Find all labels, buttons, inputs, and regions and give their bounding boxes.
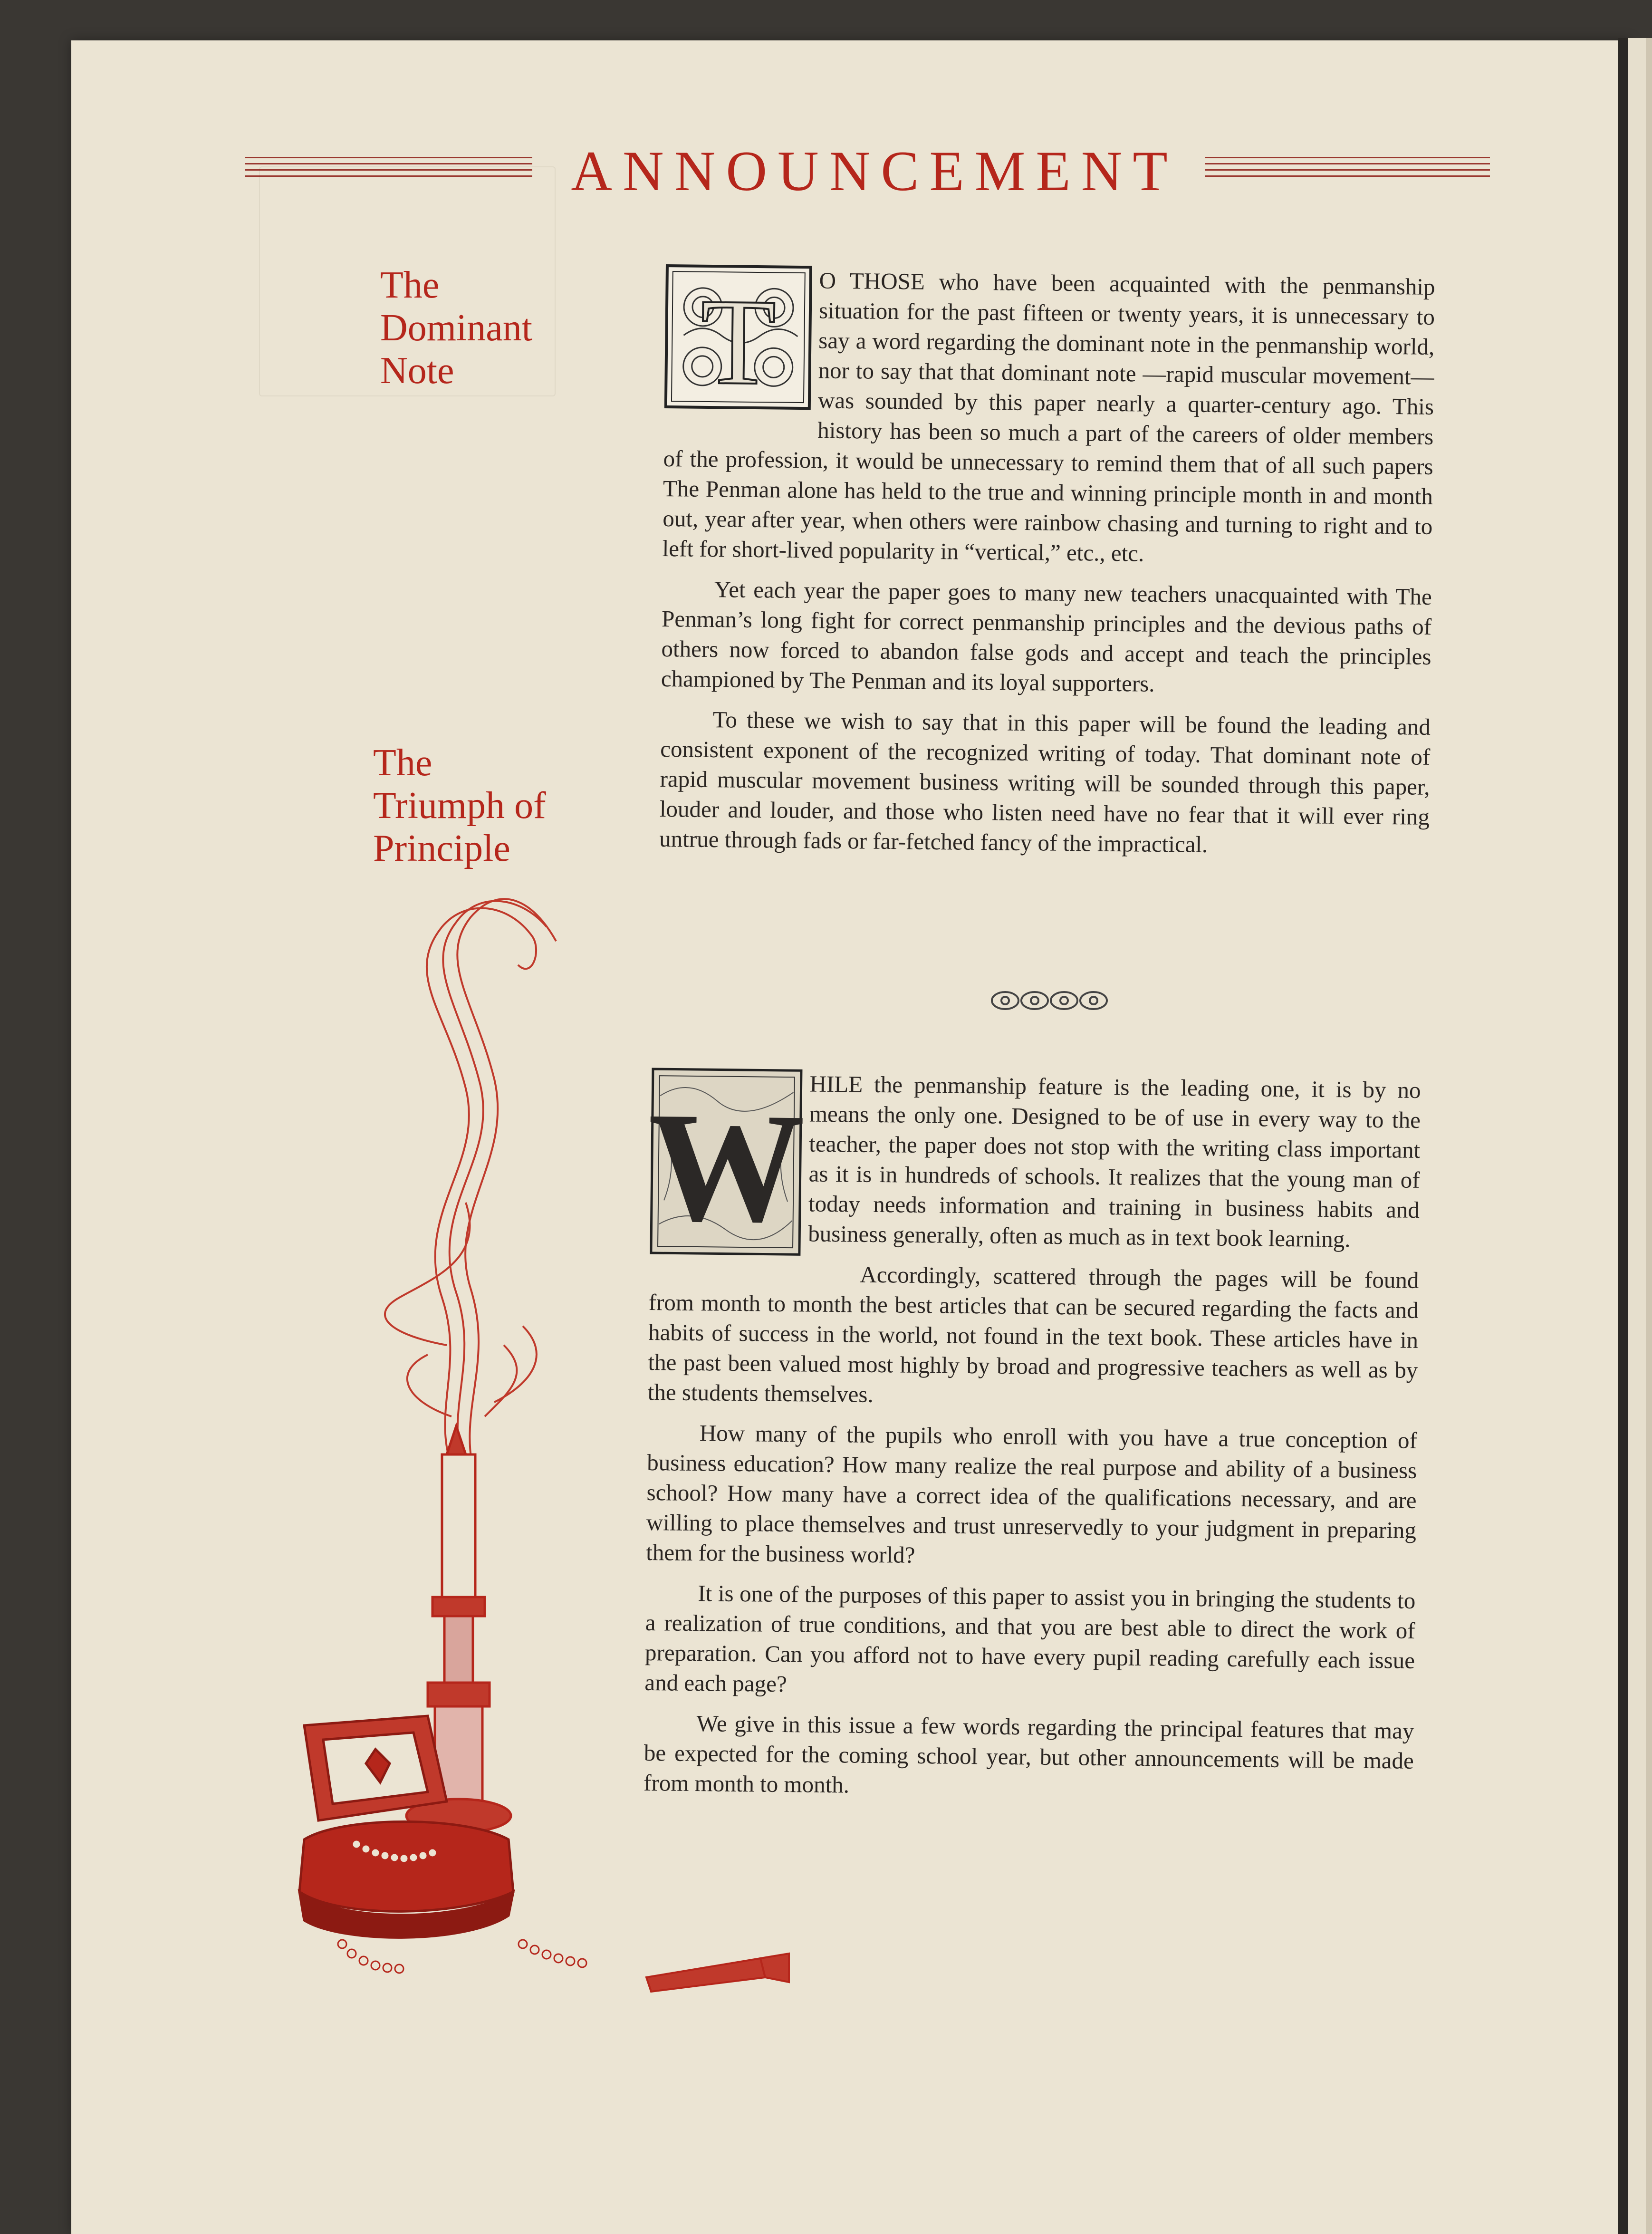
- side-heading-triumph-of-principle: [373, 741, 546, 870]
- side-heading-line: Principle: [373, 828, 510, 869]
- side-heading-line: Triumph of: [373, 785, 546, 827]
- dropcap-t: [664, 264, 813, 417]
- paragraph: How many of the pupils who enroll with you have a true conception of business education? How many realize the real purpose and ability of a business school? How many have a correct idea of the qualifications necessary, and are willing to place themselves and trust unreservedly to your judgment in preparing them for the business world?: [646, 1420, 1418, 1568]
- side-heading-line: The: [373, 742, 432, 784]
- side-heading-line: The: [380, 264, 440, 306]
- title-rule-right: [1205, 157, 1490, 195]
- section-dominant-note: [659, 264, 1435, 872]
- paragraph-text: HILE the penmanship feature is the leading one, it is by no means the only one. Designed to be of use in every way to the teacher, the paper does not stop with the writing class important as it is in hundreds of schools. It realizes that the young man of today needs information and training in business habits and business generally, often as much as in text book learning.: [808, 1070, 1421, 1252]
- paragraph-text: O THOSE who have been acquainted with the penmanship situation for the past fifteen or twenty years, it is unnecessary to say a word regarding the dominant note in the penmanship world, nor to say that that dominant note —rapid muscular movement—was sounded by this paper nearly a quarter-century ago. This history has been so much a part of the careers of older members of the profession, it would be unnecessary to remind them that of all such papers The Penman alone has held to the true and winning principle month in and month out, year after year, when others were rainbow chasing and turning to right and to left for short-lived popularity in “vertical,” etc., etc.: [662, 267, 1435, 567]
- paragraph: We give in this issue a few words regarding the principal features that may be expected for the coming school year, but other announcements will be made from month to month.: [643, 1710, 1414, 1798]
- dropcap-letter: W: [649, 1079, 803, 1255]
- paragraph: To these we wish to say that in this paper will be found the leading and consistent exponent of the recognized writing of today. That dominant note of rapid muscular movement business writing will be sounded through this paper, louder and louder, and those who listen need have no fear that it will ever ring untrue through fads or far-fetched fancy of the impractical.: [659, 706, 1431, 858]
- side-heading-line: Dominant: [380, 307, 532, 349]
- page-title: ANNOUNCEMENT: [571, 139, 1178, 202]
- paragraph: [662, 264, 1435, 571]
- title-rule-left: [245, 157, 532, 195]
- scroll-ornament-icon: [989, 986, 1112, 1015]
- paragraph: Accordingly, scattered through the pages will be found from month to month the best articles that can be secured regarding the facts and habits of success in the world, not found in the text book. These articles have in the past been valued most highly by broad and progressive teachers as well as by the students themselves.: [647, 1261, 1419, 1407]
- dropcap-letter: T: [700, 273, 777, 411]
- side-heading-line: Note: [380, 350, 454, 392]
- side-heading-dominant-note: [380, 264, 532, 392]
- paragraph: It is one of the purposes of this paper to assist you in bringing the students to a realization of true conditions, and that you are best able to direct the work of preparation. Can you afford not to have every pupil reading carefully each issue and each page?: [644, 1580, 1416, 1697]
- paragraph: Yet each year the paper goes to many new teachers unacquainted with The Penman’s long fight for correct penmanship principles and the devious paths of others now forced to abandon false gods and accept and teach the principles championed by The Penman and its loyal supporters.: [661, 576, 1432, 697]
- candle-and-jewel-box-illustration: [285, 870, 832, 2011]
- next-page-edge: [1618, 38, 1652, 2234]
